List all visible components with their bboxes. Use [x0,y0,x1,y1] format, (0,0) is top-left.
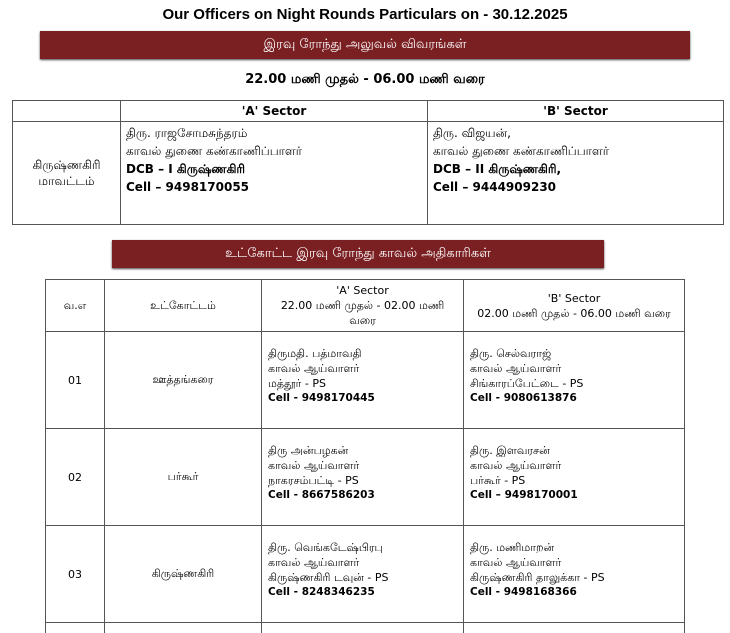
officer-cell: Cell - 9080613876 [470,391,679,406]
col-sector-b-header [464,280,685,332]
officer-designation: காவல் ஆய்வாளர் [470,555,679,570]
table-row [46,429,685,526]
sector-a-officer [262,332,464,429]
officer-designation: காவல் ஆய்வாளர் [470,361,679,376]
officer-station: பர்கூர் - PS [470,473,679,488]
partial-cell [105,623,262,633]
col-serial-header: வ.எ [46,280,105,332]
officer-cell: Cell – 9498170055 [126,178,422,196]
officer-name: திரு. செல்வராஜ் [470,346,679,361]
serial-number: 01 [46,332,105,429]
officer-name: திரு. மணிமாறன் [470,540,679,555]
sector-a-title: 'A' Sector [262,283,463,298]
night-rounds-banner: இரவு ரோந்து அலுவல் விவரங்கள் [40,31,690,59]
officer-cell: Cell - 8667586203 [268,488,458,503]
officer-cell: Cell - 9498168366 [470,585,679,600]
officer-unit: DCB – II கிருஷ்ணகிரி, [433,160,718,178]
sector-b-officer [428,122,724,225]
officer-cell: Cell – 9498170001 [470,488,679,503]
sector-b-officer [464,332,685,429]
table-row-partial [46,623,685,633]
subdivision-officers-banner: உட்கோட்ட இரவு ரோந்து காவல் அதிகாரிகள் [112,240,604,268]
sector-a-time: 22.00 மணி முதல் - 02.00 மணி வரை [262,298,463,328]
sector-b-title: 'B' Sector [464,291,684,306]
partial-cell [46,623,105,633]
officer-name: திரு அன்பழகன் [268,443,458,458]
timing-text: 22.00 மணி முதல் - 06.00 மணி வரை [0,72,730,88]
sector-b-officer [464,526,685,623]
table-row [46,332,685,429]
officer-name: திரு. ராஜசோமசுந்தரம் [126,124,422,142]
subdivision-name: பர்கூர் [105,429,262,526]
officer-cell: Cell – 9444909230 [433,178,718,196]
officer-station: கிருஷ்ணகிரி தாலுக்கா - PS [470,570,679,585]
partial-cell [262,623,464,633]
officer-name: திரு. விஜயன், [433,124,718,142]
officer-unit: DCB – I கிருஷ்ணகிரி [126,160,422,178]
officer-designation: காவல் ஆய்வாளர் [268,361,458,376]
subdivision-name: கிருஷ்ணகிரி [105,526,262,623]
officer-station: கிருஷ்ணகிரி டவுன் - PS [268,570,458,585]
officer-station: மத்தூர் - PS [268,376,458,391]
district-name: கிருஷ்ணகிரி மாவட்டம் [13,122,121,225]
officer-designation: காவல் ஆய்வாளர் [268,458,458,473]
officer-designation: காவல் ஆய்வாளர் [268,555,458,570]
officer-cell: Cell - 9498170445 [268,391,458,406]
officer-cell: Cell - 8248346235 [268,585,458,600]
serial-number: 03 [46,526,105,623]
col-sector-a-header [262,280,464,332]
col-subdivision-header: உட்கோட்டம் [105,280,262,332]
subdivision-name: ஊத்தங்கரை [105,332,262,429]
district-header-blank [13,101,121,122]
sector-b-time: 02.00 மணி முதல் - 06.00 மணி வரை [464,306,684,321]
serial-number: 02 [46,429,105,526]
page-title: Our Officers on Night Rounds Particulars on - 30.12.2025 [0,6,730,23]
officer-designation: காவல் ஆய்வாளர் [470,458,679,473]
sector-b-officer [464,429,685,526]
table-row [46,526,685,623]
sector-a-header: 'A' Sector [121,101,428,122]
officer-station: நாகரசம்பட்டி - PS [268,473,458,488]
officer-name: திரு. இளவரசன் [470,443,679,458]
sector-b-header: 'B' Sector [428,101,724,122]
officer-station: சிங்காரப்பேட்டை - PS [470,376,679,391]
sector-a-officer [262,429,464,526]
officer-designation: காவல் துணை கண்காணிப்பாளர் [433,142,718,160]
sector-a-officer [262,526,464,623]
sector-a-officer [121,122,428,225]
subdivision-officers-table [45,279,685,633]
partial-cell [464,623,685,633]
officer-name: திரு. வெங்கடேஷ்பிரபு [268,540,458,555]
officer-designation: காவல் துணை கண்காணிப்பாளர் [126,142,422,160]
officer-name: திருமதி. பத்மாவதி [268,346,458,361]
district-officers-table [12,100,724,225]
